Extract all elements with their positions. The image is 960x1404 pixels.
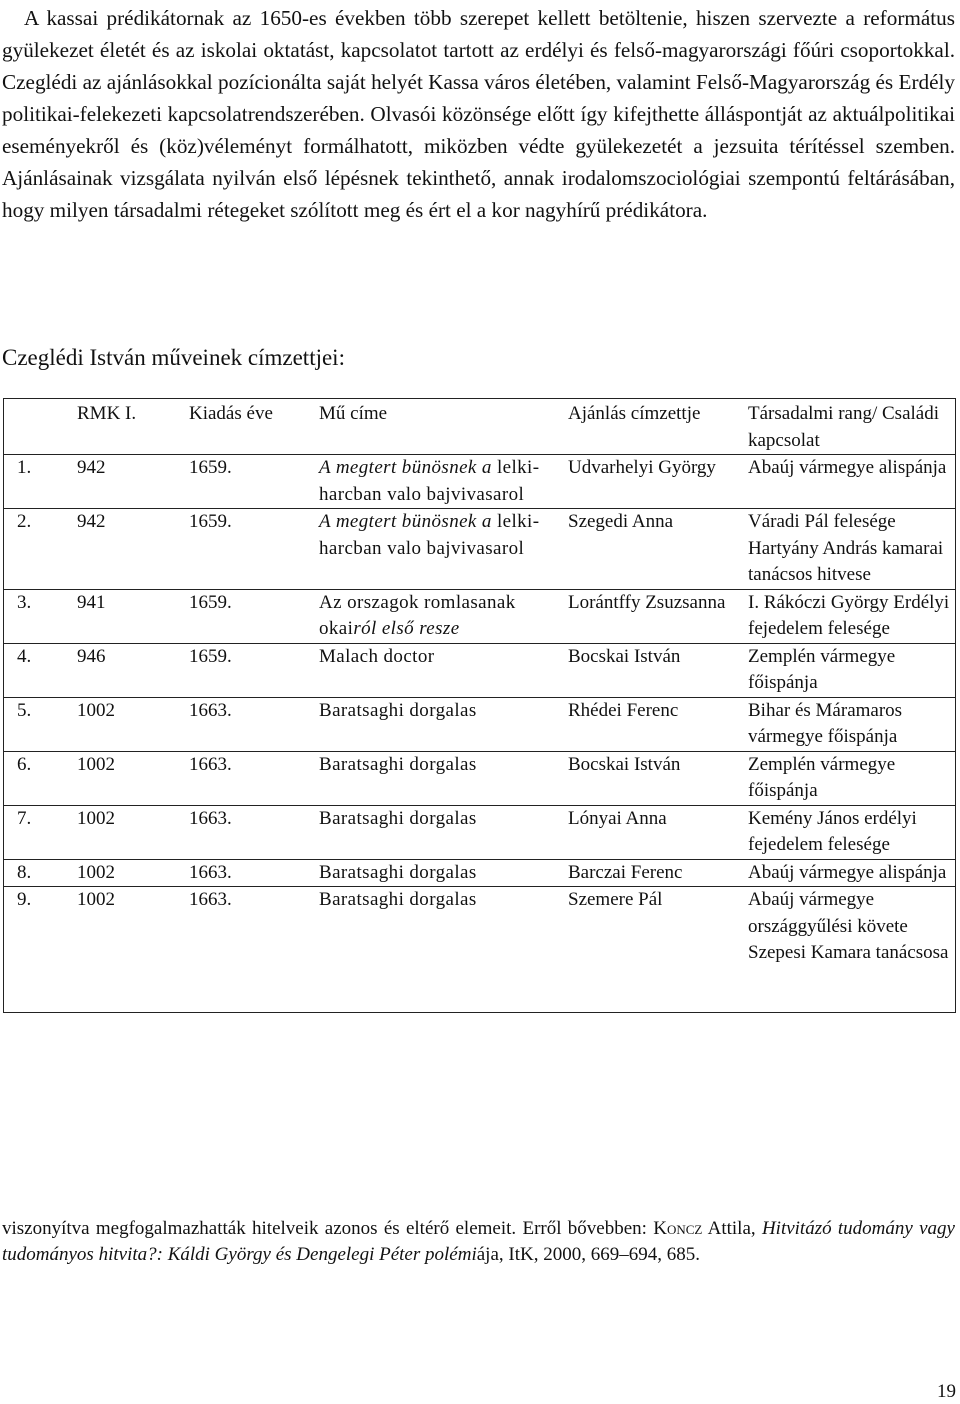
row-title-plain: Az orszagok romlasanak okai [319,591,516,639]
row-title-italic: ról első resze [353,618,460,639]
row-title [319,509,568,590]
row-rank: Váradi Pál felesége Hartyány András kamarai tanácsos hitvese [748,509,956,590]
footnote-author-rest: oncz [666,1218,703,1239]
row-recipient: Barczai Ferenc [568,859,748,887]
table-row [4,509,956,590]
row-recipient: Lorántffy Zsuzsanna [568,589,748,643]
row-no: 9. [4,887,78,1013]
row-rank: Zemplén vármegye főispánja [748,751,956,805]
body-paragraph [2,2,955,226]
table-row [4,697,956,751]
table-row [4,643,956,697]
footnote-author [653,1218,702,1239]
header-year: Kiadás éve [189,399,319,455]
row-title: Baratsaghi dorgalas [319,751,568,805]
row-rmk: 1002 [77,751,189,805]
row-year: 1663. [189,859,319,887]
footnote-book-tail: ája [476,1244,499,1265]
row-year: 1659. [189,455,319,509]
row-title-italic: A megtert bünösnek a [319,511,492,532]
row-year: 1659. [189,509,319,590]
recipients-table [3,398,956,1013]
footnote-text-3: , ItK, 2000, 669–694, 685. [498,1244,700,1265]
row-rmk: 1002 [77,805,189,859]
row-recipient: Udvarhelyi György [568,455,748,509]
table-row [4,805,956,859]
row-title-italic: A megtert bünösnek a [319,457,492,478]
row-title: Baratsaghi dorgalas [319,697,568,751]
table-row [4,589,956,643]
row-recipient: Lónyai Anna [568,805,748,859]
row-rank: Abaúj vármegye alispánja [748,455,956,509]
row-recipient: Bocskai István [568,643,748,697]
section-heading: Czeglédi István műveinek címzettjei: [2,345,345,370]
row-title [319,455,568,509]
row-title [319,589,568,643]
row-rank: Abaúj vármegye országgyűlési követe Szepesi Kamara tanácsosa [748,887,956,1013]
row-rank: Zemplén vármegye főispánja [748,643,956,697]
row-title-rest: lelki-harcban valo bajvivasarol [319,511,540,559]
row-rmk: 946 [77,643,189,697]
table-row [4,887,956,1013]
row-recipient: Szemere Pál [568,887,748,1013]
row-no: 5. [4,697,78,751]
row-year: 1663. [189,887,319,1013]
row-rmk: 1002 [77,697,189,751]
header-rank: Társadalmi rang/ Családi kapcsolat [748,399,956,455]
row-year: 1659. [189,643,319,697]
header-no [4,399,78,455]
row-year: 1659. [189,589,319,643]
row-year: 1663. [189,805,319,859]
footnote [2,1216,955,1268]
page-number: 19 [937,1381,956,1402]
footnote-text-2: Attila, [702,1218,762,1239]
table-row [4,751,956,805]
footnote-book-title: Hitvitázó tudomány vagy tudományos hitvita?: Káldi György és Dengelegi Péter polémi [2,1218,955,1265]
row-rmk: 1002 [77,859,189,887]
row-year: 1663. [189,751,319,805]
row-no: 6. [4,751,78,805]
row-title: Baratsaghi dorgalas [319,859,568,887]
table-row [4,859,956,887]
row-recipient: Szegedi Anna [568,509,748,590]
table-header-row [4,399,956,455]
row-recipient: Rhédei Ferenc [568,697,748,751]
row-no: 7. [4,805,78,859]
row-no: 2. [4,509,78,590]
row-no: 1. [4,455,78,509]
row-rmk: 941 [77,589,189,643]
header-rmk: RMK I. [77,399,189,455]
row-rank: I. Rákóczi György Erdélyi fejedelem felesége [748,589,956,643]
row-title-rest: lelki-harcban valo bajvivasarol [319,457,540,505]
row-no: 4. [4,643,78,697]
row-no: 8. [4,859,78,887]
row-title: Baratsaghi dorgalas [319,887,568,1013]
row-rank: Abaúj vármegye alispánja [748,859,956,887]
table-row [4,455,956,509]
row-title: Baratsaghi dorgalas [319,805,568,859]
footnote-author-initial: K [653,1218,667,1239]
row-rmk: 1002 [77,887,189,1013]
row-rank: Bihar és Máramaros vármegye főispánja [748,697,956,751]
row-rmk: 942 [77,455,189,509]
row-year: 1663. [189,697,319,751]
row-rank: Kemény János erdélyi fejedelem felesége [748,805,956,859]
header-recipient: Ajánlás címzettje [568,399,748,455]
row-recipient: Bocskai István [568,751,748,805]
header-title: Mű címe [319,399,568,455]
row-no: 3. [4,589,78,643]
body-paragraph-text: A kassai prédikátornak az 1650-es években több szerepet kellett betöltenie, hiszen szervezte a református gyülekezet életét és az iskolai oktatást, kapcsolatot tartott az erdélyi és felső-magyarországi főúri csoportokkal. Czeglédi az ajánlásokkal pozícionálta saját helyét Kassa város életében, valamint Felső-Magyarország és Erdély politikai-felekezeti kapcsolatrendszerében. Olvasói közönsége előtt így kifejthette álláspontját az aktuálpolitikai eseményekről és (köz)véleményt formálhatott, miközben védte gyülekezetét a jezsuita térítéssel szemben. Ajánlásainak vizsgálata nyilván első lépésnek tekinthető, annak irodalomszociológiai szempontú feltárásában, hogy milyen társadalmi rétegeket szólított meg és ért el a kor nagyhírű prédikátora. [2,6,955,222]
footnote-text-1: viszonyítva megfogalmazhatták hitelveik azonos és eltérő elemeit. Erről bővebben: [2,1218,654,1239]
row-title: Malach doctor [319,643,568,697]
row-rmk: 942 [77,509,189,590]
